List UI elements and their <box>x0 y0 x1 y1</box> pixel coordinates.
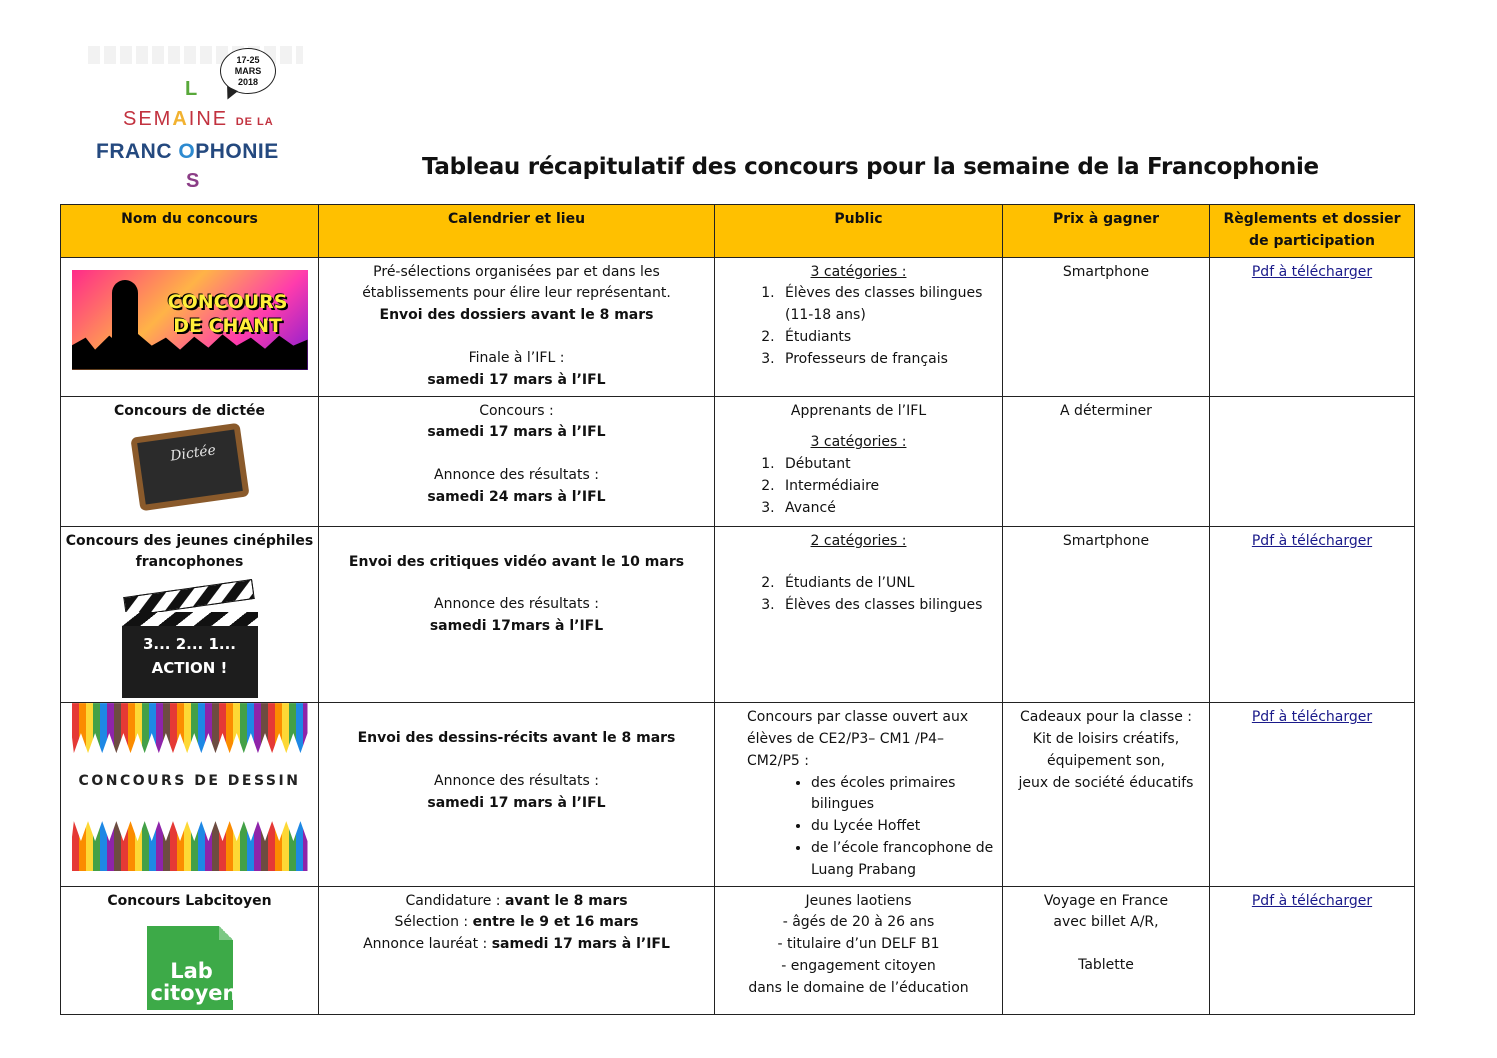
cell-prix <box>1003 886 1210 1015</box>
list-item: 1. Élèves des classes bilingues (11-18 ans) <box>779 283 998 327</box>
dessin-image-text: CONCOURS DE DESSIN <box>78 773 301 790</box>
public-text: - âgés de 20 à 26 ans <box>782 914 935 931</box>
cal-text: samedi 17mars à l’IFL <box>429 618 604 635</box>
table-row <box>61 886 1415 1015</box>
cell-nom <box>61 396 319 526</box>
public-heading: 3 catégories : <box>810 434 907 451</box>
prix-text: équipement son, <box>1046 752 1165 769</box>
cell-reglements <box>1210 886 1415 1015</box>
list-item: 3. Élèves des classes bilingues <box>779 595 998 617</box>
cal-text: Annonce des résultats : <box>434 596 599 613</box>
list-item: 2. Étudiants de l’UNL <box>779 573 998 595</box>
prix-text: Kit de loisirs créatifs, <box>1032 730 1180 747</box>
cal-text: samedi 17 mars à l’IFL <box>427 794 606 811</box>
contest-name: Concours de dictée <box>113 402 266 419</box>
list-item: • du Lycée Hoffet <box>811 816 998 838</box>
public-heading: 3 catégories : <box>810 263 907 280</box>
cell-calendrier <box>319 703 715 886</box>
cell-public <box>715 396 1003 526</box>
cal-text: samedi 17 mars à l’IFL <box>427 424 606 441</box>
table-row <box>61 257 1415 396</box>
cell-reglements <box>1210 257 1415 396</box>
cell-calendrier <box>319 257 715 396</box>
colored-pencils-top <box>72 703 308 753</box>
semaine-francophonie-logo <box>88 42 303 194</box>
cal-text: samedi 24 mars à l’IFL <box>427 488 606 505</box>
cell-reglements <box>1210 703 1415 886</box>
header-nom: Nom du concours <box>61 205 319 258</box>
table-row <box>61 703 1415 886</box>
header-prix: Prix à gagner <box>1003 205 1210 258</box>
clapperboard-image <box>122 588 258 698</box>
colored-pencils-bottom <box>72 821 308 871</box>
public-intro: Concours par classe ouvert aux élèves de CE2/P3– CM1 /P4– CM2/P5 : <box>747 709 969 769</box>
list-item: 2. Étudiants <box>779 327 998 349</box>
cell-nom <box>61 703 319 886</box>
contest-name: Concours des jeunes cinéphiles francophones <box>65 532 314 571</box>
bubble-line-3: 2018 <box>237 77 259 87</box>
cell-prix <box>1003 703 1210 886</box>
cell-calendrier <box>319 396 715 526</box>
cal-line: Annonce lauréat : samedi 17 mars à l’IFL <box>363 936 670 953</box>
bubble-line-1: 17-25 <box>236 55 260 65</box>
pdf-download-link[interactable]: Pdf à télécharger <box>1251 709 1373 726</box>
contests-table <box>60 204 1415 1015</box>
prix-text: Cadeaux pour la classe : <box>1019 709 1193 726</box>
cell-public <box>715 886 1003 1015</box>
pdf-download-link[interactable]: Pdf à télécharger <box>1251 892 1373 909</box>
bubble-line-2: MARS <box>234 66 262 76</box>
cell-public <box>715 257 1003 396</box>
public-heading: 2 catégories : <box>810 532 907 549</box>
cell-prix: Smartphone <box>1003 257 1210 396</box>
prix-text: Voyage en France <box>1043 892 1169 909</box>
concours-dessin-image <box>72 703 308 871</box>
contest-name: Concours Labcitoyen <box>107 892 272 909</box>
pdf-download-link[interactable]: Pdf à télécharger <box>1251 263 1373 280</box>
public-intro: Apprenants de l’IFL <box>790 402 927 419</box>
logo-letter-l: L <box>185 78 198 100</box>
logo-semaine: SEMAINE DE LA <box>123 108 274 130</box>
cell-reglements <box>1210 526 1415 703</box>
cal-text: Finale à l’IFL : <box>468 349 565 366</box>
page-title: Tableau récapitulatif des concours pour la semaine de la Francophonie <box>422 154 1319 180</box>
cal-line: Candidature : avant le 8 mars <box>405 892 628 909</box>
cell-nom <box>61 526 319 703</box>
logo-francophonie: FRANC OPHONIE <box>96 140 279 163</box>
cell-public <box>715 526 1003 703</box>
slate-text: Dictée <box>137 430 243 505</box>
chant-image-text: CONCOURS DE CHANT <box>167 290 288 337</box>
public-text: dans le domaine de l’éducation <box>748 979 969 996</box>
concours-chant-image <box>72 270 308 370</box>
list-item: 2. Intermédiaire <box>779 476 998 498</box>
cell-public <box>715 703 1003 886</box>
cal-line: Sélection : entre le 9 et 16 mars <box>394 914 639 931</box>
cell-nom <box>61 886 319 1015</box>
cal-text: Concours : <box>479 402 554 419</box>
cal-text: Annonce des résultats : <box>434 772 599 789</box>
list-item: 1. Débutant <box>779 454 998 476</box>
prix-text: avec billet A/R, <box>1053 914 1159 931</box>
list-item: 3. Professeurs de français <box>779 349 998 371</box>
cell-nom <box>61 257 319 396</box>
list-item: 3. Avancé <box>779 498 998 520</box>
cal-text: Envoi des dossiers avant le 8 mars <box>379 307 654 324</box>
public-text: - titulaire d’un DELF B1 <box>777 936 940 953</box>
table-row <box>61 526 1415 703</box>
list-item: • de l’école francophone de Luang Prabang <box>811 838 998 882</box>
header-reglements: Règlements et dossier de participation <box>1210 205 1415 258</box>
header-public: Public <box>715 205 1003 258</box>
table-header-row <box>61 205 1415 258</box>
cal-text: samedi 17 mars à l’IFL <box>427 371 606 388</box>
cell-calendrier <box>319 526 715 703</box>
clapper-body: 3... 2... 1... ACTION ! <box>122 612 258 698</box>
cal-text: Annonce des résultats : <box>434 467 599 484</box>
header-calendrier: Calendrier et lieu <box>319 205 715 258</box>
cell-prix: Smartphone <box>1003 526 1210 703</box>
cell-prix: A déterminer <box>1003 396 1210 526</box>
public-text: Jeunes laotiens <box>805 892 912 909</box>
cal-text: Envoi des dessins-récits avant le 8 mars <box>357 730 676 747</box>
logo-letter-s: S <box>186 170 200 192</box>
prix-text: Tablette <box>1078 957 1134 974</box>
cal-text: Pré-sélections organisées par et dans les établissements pour élire leur représentant. <box>362 263 671 302</box>
public-text: - engagement citoyen <box>781 957 936 974</box>
dictee-slate-image <box>130 423 249 512</box>
cal-text: Envoi des critiques vidéo avant le 10 mars <box>348 553 685 570</box>
cell-reglements <box>1210 396 1415 526</box>
cell-calendrier <box>319 886 715 1015</box>
labcitoyen-logo: Lab citoyen <box>147 926 233 1010</box>
list-item: • des écoles primaires bilingues <box>811 773 998 817</box>
table-row <box>61 396 1415 526</box>
pdf-download-link[interactable]: Pdf à télécharger <box>1251 532 1373 549</box>
prix-text: jeux de société éducatifs <box>1018 774 1194 791</box>
